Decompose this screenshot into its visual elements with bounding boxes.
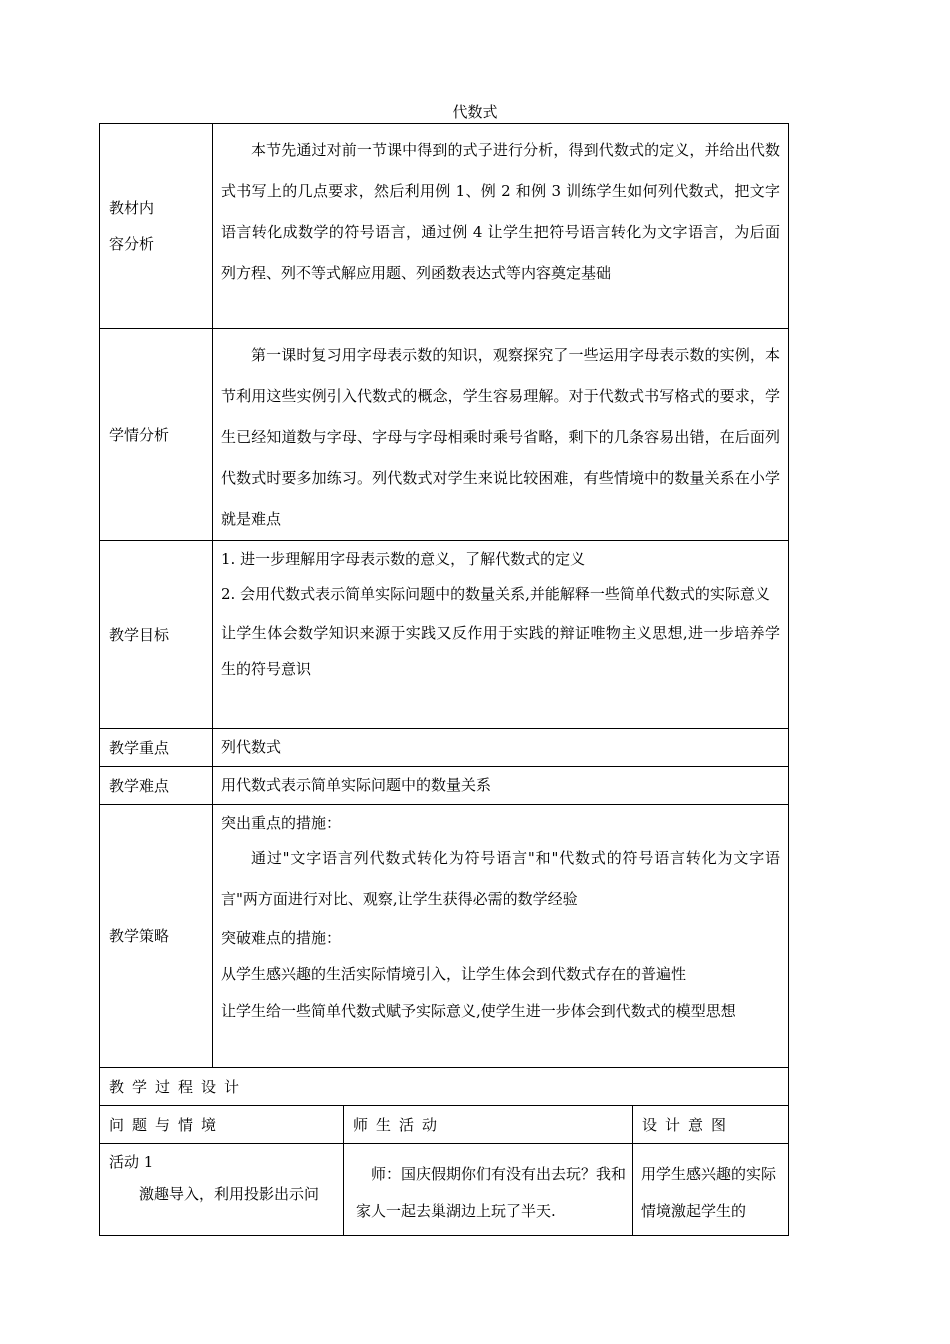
cell-key-point: 列代数式: [213, 729, 789, 767]
row-key-point: [100, 729, 789, 767]
strategy-item: 突出重点的措施：: [221, 814, 342, 832]
cell-activity-situation: [100, 1144, 344, 1236]
row-strategy: [100, 805, 789, 1068]
document-title: 代数式: [452, 103, 498, 121]
label-difficult-point: 教学难点: [100, 767, 213, 805]
label-key-point: 教学重点: [100, 729, 213, 767]
cell-strategy: [213, 805, 789, 1068]
lesson-plan-table: [99, 123, 788, 1236]
row-material-analysis: [100, 124, 789, 329]
activity-situation: 激趣导入，利用投影出示问: [139, 1185, 320, 1203]
row-process-heading: [100, 1068, 789, 1106]
cell-difficult-point: 用代数式表示简单实际问题中的数量关系: [213, 767, 789, 805]
cell-teaching-goals: [213, 541, 789, 729]
column-intent: 设计意图: [633, 1106, 789, 1144]
process-heading: 教学过程设计: [100, 1068, 789, 1106]
row-teaching-goals: [100, 541, 789, 729]
goal-item: 让学生体会数学知识来源于实践又反作用于实践的辩证唯物主义思想,进一步培养学生的符号意识: [221, 624, 781, 678]
row-student-analysis: [100, 329, 789, 541]
strategy-item: 让学生给一些简单代数式赋予实际意义,使学生进一步体会到代数式的模型思想: [221, 1002, 736, 1020]
goal-item: 1. 进一步理解用字母表示数的意义，了解代数式的定义: [221, 550, 586, 568]
cell-student-analysis: 第一课时复习用字母表示数的知识，观察探究了一些运用字母表示数的实例，本节利用这些实例引入代数式的概念，学生容易理解。对于代数式书写格式的要求，学生已经知道数与字母、字母与字母相乘时乘号省略，剩下的几条容易出错，在后面列代数式时要多加练习。列代数式对学生来说比较困难，有些情境中的数量关系在小学就是难点: [213, 329, 789, 541]
label-student-analysis: 学情分析: [100, 329, 213, 541]
activity-intent-text: 用学生感兴趣的实际情境激起学生的: [641, 1165, 777, 1220]
label-teaching-goals: 教学目标: [100, 541, 213, 729]
label-strategy: 教学策略: [100, 805, 213, 1068]
column-activity: 师生活动: [344, 1106, 633, 1144]
row-difficult-point: [100, 767, 789, 805]
strategy-item: 通过"文字语言列代数式转化为符号语言"和"代数式的符号语言转化为文字语言"两方面进行对比、观察,让学生获得必需的数学经验: [221, 849, 781, 908]
strategy-item: 从学生感兴趣的生活实际情境引入，让学生体会到代数式存在的普遍性: [221, 965, 687, 983]
row-activity-1: [100, 1144, 789, 1236]
row-process-columns: [100, 1106, 789, 1144]
activity-teacher-text: 师：国庆假期你们有没有出去玩？我和家人一起去巢湖边上玩了半天.: [356, 1165, 627, 1220]
cell-material-analysis: 本节先通过对前一节课中得到的式子进行分析，得到代数式的定义，并给出代数式书写上的几点要求，然后利用例 1、例 2 和例 3 训练学生如何列代数式，把文字语言转化成数学的符号语言，通过例 4 让学生把符号语言转化为文字语言，为后面列方程、列不等式解应用题、列函数表达式等内容奠定基础: [213, 124, 789, 329]
label-material-analysis: 教材内 容分析: [100, 124, 213, 329]
column-situation: 问题与情境: [100, 1106, 344, 1144]
cell-activity-teacher: [344, 1144, 633, 1236]
cell-activity-intent: [633, 1144, 789, 1236]
activity-name: 活动 1: [109, 1153, 154, 1171]
strategy-item: 突破难点的措施：: [221, 929, 342, 947]
goal-item: 2. 会用代数式表示简单实际问题中的数量关系,并能解释一些简单代数式的实际意义: [221, 585, 770, 603]
